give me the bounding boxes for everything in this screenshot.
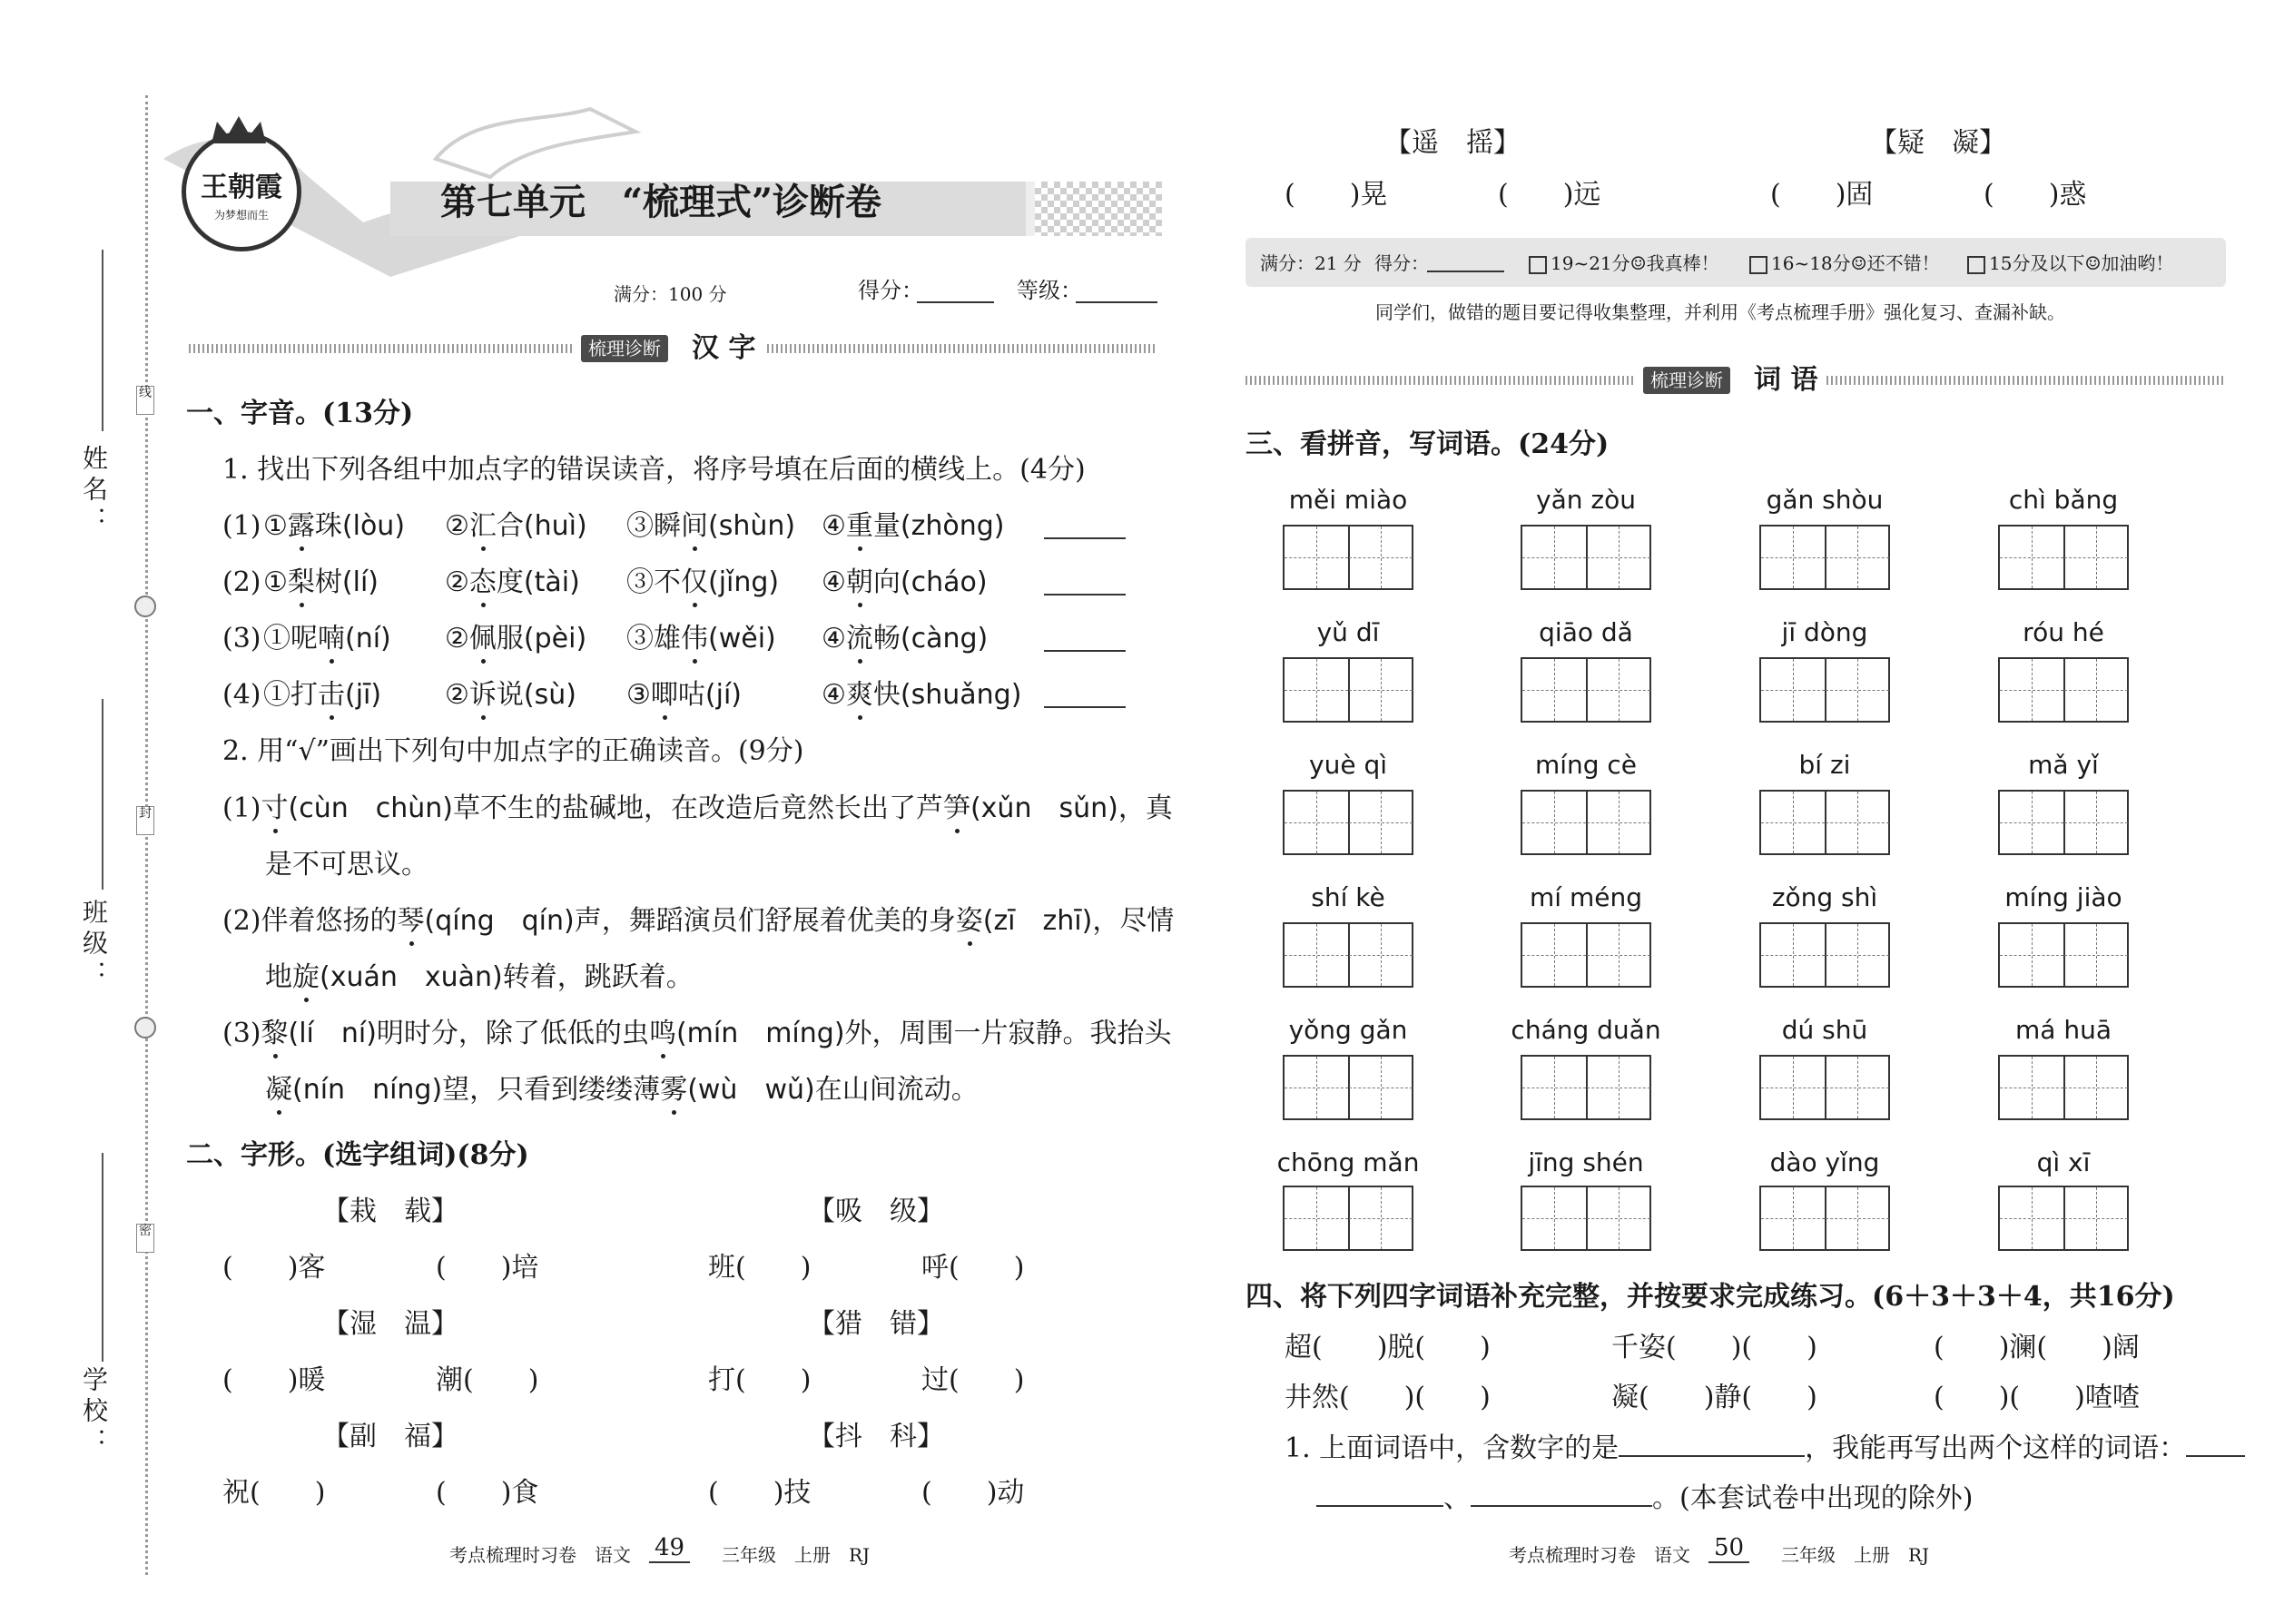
pinyin-label: jī dòng	[1781, 617, 1868, 647]
char-pair-head: 【吸 级】	[808, 1196, 944, 1227]
writing-grid[interactable]	[1759, 1186, 1890, 1251]
char-pair-head: 【猎 错】	[808, 1308, 944, 1340]
fill-item[interactable]: 祝( )	[222, 1477, 326, 1509]
question-1-2-prompt: 2. 用“√”画出下列句中加点字的正确读音。(9分)	[222, 735, 804, 767]
question-3-title: 三、看拼音，写词语。(24分)	[1245, 428, 1610, 460]
fill-item[interactable]: ( )惑	[1984, 179, 2087, 211]
question-4-title: 四、将下列四字词语补充完整，并按要求完成练习。(6＋3＋3＋4，共16分)	[1245, 1281, 2175, 1313]
footer-book: 考点梳理时习卷 语文	[449, 1544, 631, 1566]
pinyin-label: yǒng gǎn	[1288, 1015, 1408, 1045]
answer-blank[interactable]	[1316, 1503, 1443, 1507]
pinyin-label: yǔ dī	[1316, 617, 1380, 647]
fill-item[interactable]: ( )培	[436, 1252, 539, 1284]
score-bar-full: 满分：21 分	[1260, 252, 1362, 274]
answer-blank[interactable]	[1044, 594, 1126, 595]
footer-book: 考点梳理时习卷 语文	[1509, 1544, 1690, 1566]
name-write-line[interactable]	[102, 250, 103, 431]
writing-grid[interactable]	[1759, 525, 1890, 590]
answer-blank[interactable]	[1044, 706, 1126, 708]
writing-grid[interactable]	[1283, 1186, 1413, 1251]
name-label: 姓名：	[79, 445, 109, 537]
row-label: (2)	[222, 566, 261, 598]
score-bar-field[interactable]	[1427, 271, 1504, 272]
sentence-3: (3)黎(lí ní)明时分，除了低低的虫鸣(mín míng)外，周围一片寂静。我抬头	[222, 1018, 1172, 1049]
idiom-item[interactable]: 凝( )静( )	[1611, 1382, 1817, 1413]
section-title-hanzi: 汉 字	[692, 332, 756, 364]
fill-item[interactable]: 潮( )	[436, 1364, 539, 1396]
pinyin-label: chōng mǎn	[1276, 1147, 1420, 1177]
answer-blank[interactable]	[1044, 650, 1126, 652]
answer-blank[interactable]	[1044, 537, 1126, 539]
section-rule	[767, 344, 1157, 353]
char-pair-head: 【栽 载】	[322, 1196, 458, 1227]
char-pair-head: 【遥 摇】	[1384, 127, 1521, 159]
section-title-ciyu: 词 语	[1754, 364, 1818, 396]
pinyin-label: měi miào	[1288, 485, 1408, 515]
idiom-item[interactable]: 超( )脱( )	[1285, 1332, 1491, 1363]
logo-name: 王朝霞	[201, 172, 282, 203]
score-field[interactable]	[917, 301, 994, 303]
option-item: ④流畅(càng)	[822, 623, 989, 655]
checkbox-icon[interactable]	[1749, 256, 1767, 274]
writing-grid[interactable]	[1998, 790, 2129, 855]
binding-ring	[134, 1017, 156, 1038]
binding-ring	[134, 595, 156, 617]
pinyin-label: zǒng shì	[1771, 882, 1878, 912]
sentence-1-cont: 是不可思议。	[265, 849, 428, 881]
option-item: ③唧咕(jí)	[626, 679, 742, 711]
writing-grid[interactable]	[1521, 657, 1651, 723]
section-rule	[1826, 376, 2226, 385]
option-item: ④朝向(cháo)	[822, 566, 988, 598]
pinyin-label: gǎn shòu	[1766, 485, 1884, 515]
score-label: 得分：	[858, 278, 923, 303]
footer-grade: 三年级 上册 RJ	[1781, 1544, 1930, 1566]
class-label: 班级：	[79, 899, 109, 991]
pinyin-label: míng jiào	[2004, 882, 2122, 912]
section-tag: 梳理诊断	[1643, 367, 1730, 394]
pinyin-label: yuè qì	[1309, 750, 1387, 780]
score-option[interactable]: 15分及以下☺加油哟！	[1967, 247, 2173, 280]
writing-grid[interactable]	[1998, 922, 2129, 988]
pinyin-label: chì bǎng	[2008, 485, 2119, 515]
smile-icon: ☺	[1629, 252, 1647, 274]
pinyin-label: cháng duǎn	[1511, 1015, 1661, 1045]
fill-item[interactable]: ( )客	[222, 1252, 326, 1284]
writing-grid[interactable]	[1998, 657, 2129, 723]
score-bar-label: 得分：	[1374, 252, 1429, 274]
fill-item[interactable]: ( )动	[921, 1477, 1025, 1509]
option-item: ②态度(tài)	[445, 566, 580, 598]
sentence-2: (2)伴着悠扬的琴(qíng qín)声，舞蹈演员们舒展着优美的身姿(zī zhī)，尽情	[222, 905, 1175, 937]
fill-item[interactable]: ( )食	[436, 1477, 539, 1509]
school-write-line[interactable]	[102, 1153, 103, 1362]
logo-slogan: 为梦想而生	[213, 209, 269, 221]
fill-item[interactable]: ( )技	[708, 1477, 812, 1509]
pinyin-label: dào yǐng	[1769, 1147, 1880, 1177]
fill-item[interactable]: 呼( )	[921, 1252, 1025, 1284]
writing-grid[interactable]	[1759, 922, 1890, 988]
char-pair-head: 【湿 温】	[322, 1308, 458, 1340]
writing-grid[interactable]	[1998, 525, 2129, 590]
option-item: ③不仅(jǐng)	[626, 566, 780, 598]
brand-logo	[182, 132, 301, 251]
score-option[interactable]: 16~18分☺还不错！	[1749, 247, 1940, 280]
pinyin-label: dú shū	[1781, 1015, 1868, 1045]
school-label: 学校：	[79, 1366, 109, 1459]
writing-grid[interactable]	[1521, 790, 1651, 855]
option-item: ②诉说(sù)	[445, 679, 576, 711]
fill-item[interactable]: ( )晃	[1285, 179, 1388, 211]
row-label: (4)	[222, 679, 261, 711]
writing-grid[interactable]	[1998, 1055, 2129, 1120]
answer-blank[interactable]	[2186, 1453, 2245, 1457]
pinyin-label: má huā	[2015, 1015, 2112, 1045]
score-bar	[1245, 238, 2226, 287]
full-score: 满分：100 分	[614, 283, 727, 305]
row-label: (1)	[222, 510, 261, 542]
option-item: ①呢喃(ní)	[263, 623, 391, 655]
fill-item[interactable]: 班( )	[708, 1252, 812, 1284]
writing-grid[interactable]	[1759, 790, 1890, 855]
idiom-item[interactable]: ( )( )喳喳	[1934, 1382, 2140, 1413]
question-1-title: 一、字音。(13分)	[186, 398, 414, 429]
checkbox-icon[interactable]	[1967, 256, 1985, 274]
writing-grid[interactable]	[1998, 1186, 2129, 1251]
answer-blank[interactable]	[1619, 1453, 1805, 1457]
section-tag: 梳理诊断	[581, 335, 668, 362]
section-rule	[189, 344, 575, 353]
idiom-item[interactable]: ( )澜( )阔	[1934, 1332, 2140, 1363]
checker-pattern	[1035, 182, 1162, 236]
writing-grid[interactable]	[1521, 1186, 1651, 1251]
checkbox-icon[interactable]	[1529, 256, 1547, 274]
option-item: ①露珠(lòu)	[263, 510, 406, 542]
section-rule	[1245, 376, 1636, 385]
sentence-3-cont: 凝(nín níng)望，只看到缕缕薄雾(wù wǔ)在山间流动。	[265, 1074, 979, 1106]
idiom-item[interactable]: 千姿( )( )	[1611, 1332, 1817, 1363]
writing-grid[interactable]	[1521, 922, 1651, 988]
grade-label: 等级：	[1017, 278, 1082, 303]
question-1-1-prompt: 1. 找出下列各组中加点字的错误读音，将序号填在后面的横线上。(4分)	[222, 454, 1086, 486]
option-item: ②汇合(huì)	[445, 510, 587, 542]
option-item: ①打击(jī)	[263, 679, 382, 711]
footer-grade: 三年级 上册 RJ	[722, 1544, 871, 1566]
row-label: (3)	[222, 623, 261, 655]
question-4-1-cont: 、 。(本套试卷中出现的除外)	[1316, 1482, 1973, 1515]
pinyin-label: qì xī	[2036, 1147, 2091, 1177]
fill-item[interactable]: ( )远	[1498, 179, 1601, 211]
pinyin-label: shí kè	[1311, 882, 1385, 912]
page-number: 50	[1708, 1534, 1749, 1563]
writing-grid[interactable]	[1283, 525, 1413, 590]
fill-item[interactable]: ( )暖	[222, 1364, 326, 1396]
class-write-line[interactable]	[102, 699, 103, 890]
pinyin-label: bí zi	[1798, 750, 1851, 780]
pinyin-label: mí méng	[1530, 882, 1642, 912]
option-item: ④爽快(shuǎng)	[822, 679, 1022, 711]
sentence-1: (1)寸(cùn chùn)草不生的盐碱地，在改造后竟然长出了芦笋(xǔn sǔn)，真	[222, 792, 1173, 824]
option-item: ③瞬间(shùn)	[626, 510, 796, 542]
pinyin-label: róu hé	[2023, 617, 2104, 647]
score-option[interactable]: 19~21分☺我真棒！	[1529, 247, 1719, 280]
pinyin-label: mǎ yǐ	[2028, 750, 2099, 780]
page-number: 49	[649, 1534, 690, 1563]
idiom-item[interactable]: 井然( )( )	[1285, 1382, 1491, 1413]
char-pair-head: 【抖 科】	[808, 1421, 944, 1452]
fill-item[interactable]: 过( )	[921, 1364, 1025, 1396]
option-item: ①梨树(lí)	[263, 566, 379, 598]
binding-dotted-line	[145, 95, 148, 1575]
answer-blank[interactable]	[1471, 1503, 1652, 1507]
smile-icon: ☺	[1850, 252, 1867, 274]
seal-mark: 封	[136, 806, 154, 835]
writing-grid[interactable]	[1283, 1055, 1413, 1120]
writing-grid[interactable]	[1759, 1055, 1890, 1120]
pinyin-label: qiāo dǎ	[1539, 617, 1633, 647]
page-title: 第七单元 “梳理式”诊断卷	[440, 181, 882, 223]
writing-grid[interactable]	[1283, 922, 1413, 988]
grade-field[interactable]	[1076, 301, 1157, 303]
writing-grid[interactable]	[1521, 525, 1651, 590]
pinyin-label: jīng shén	[1528, 1147, 1644, 1177]
pinyin-label: yǎn zòu	[1536, 485, 1636, 515]
fill-item[interactable]: 打( )	[708, 1364, 812, 1396]
option-item: ②佩服(pèi)	[445, 623, 587, 655]
writing-grid[interactable]	[1759, 657, 1890, 723]
fill-item[interactable]: ( )固	[1770, 179, 1874, 211]
option-item: ③雄伟(wěi)	[626, 623, 776, 655]
writing-grid[interactable]	[1283, 790, 1413, 855]
pinyin-label: míng cè	[1534, 750, 1638, 780]
sentence-2-cont: 地旋(xuán xuàn)转着，跳跃着。	[265, 961, 694, 993]
study-note: 同学们，做错的题目要记得收集整理，并利用《考点梳理手册》强化复习、查漏补缺。	[1375, 301, 2065, 323]
seal-mark: 线	[136, 386, 154, 415]
char-pair-head: 【疑 凝】	[1870, 127, 2006, 159]
smile-icon: ☺	[2084, 252, 2102, 274]
char-pair-head: 【副 福】	[322, 1421, 458, 1452]
writing-grid[interactable]	[1283, 657, 1413, 723]
writing-grid[interactable]	[1521, 1055, 1651, 1120]
option-item: ④重量(zhòng)	[822, 510, 1005, 542]
seal-mark: 密	[136, 1224, 154, 1253]
question-2-title: 二、字形。(选字组词)(8分)	[186, 1139, 529, 1171]
question-4-1: 1. 上面词语中，含数字的是 ，我能再写出两个这样的词语：	[1285, 1432, 2245, 1465]
